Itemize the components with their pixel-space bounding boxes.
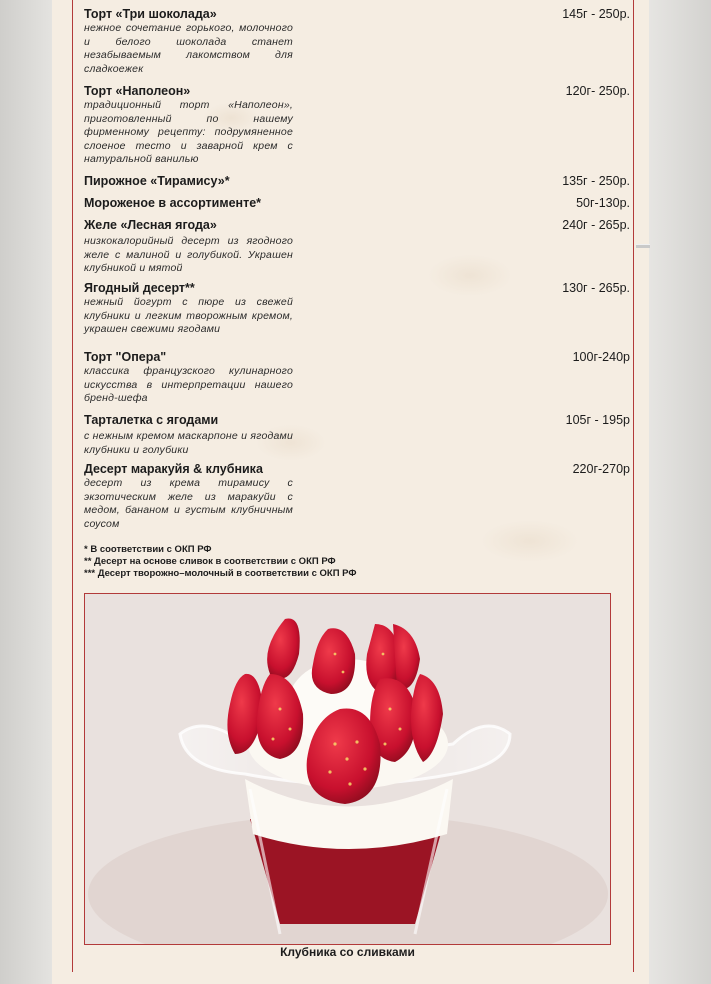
menu-item-napoleon — [84, 84, 632, 167]
item-description: традиционный торт «Наполеон», приготовленный по нашему фирменному рецепту: подрумяненное слоеное тесто и заварной крем с натуральной ванилью — [84, 99, 293, 165]
dessert-photo — [84, 593, 611, 945]
right-border-rule — [633, 0, 634, 972]
item-name: Ягодный десерт** — [84, 281, 195, 295]
menu-item-tiramisu — [84, 174, 632, 189]
footnote-1: * В соответствии с ОКП РФ — [84, 544, 212, 555]
item-price: 105г - 195р — [565, 413, 630, 427]
item-price: 220г-270р — [572, 462, 630, 476]
item-price: 240г - 265р. — [562, 218, 630, 232]
item-description: с нежным кремом маскарпоне и ягодами клубники и голубики — [84, 430, 293, 456]
strawberry-cream-illustration — [85, 594, 611, 945]
right-margin — [649, 0, 711, 984]
item-price: 50г-130р. — [576, 196, 630, 210]
menu-item-forest-berry-jelly — [84, 218, 632, 276]
item-name: Пирожное «Тирамису»* — [84, 174, 230, 188]
item-name: Десерт маракуйя & клубника — [84, 462, 263, 476]
item-price: 120г- 250р. — [565, 84, 630, 98]
menu-item-berry-dessert — [84, 281, 632, 337]
footnotes — [84, 544, 357, 580]
item-description: нежное сочетание горького, молочного и белого шоколада станет незабываемым лакомством для сладкоежек — [84, 22, 293, 75]
item-price: 145г - 250р. — [562, 7, 630, 21]
menu-item-passionfruit-strawberry — [84, 462, 632, 531]
item-name: Тарталетка с ягодами — [84, 413, 219, 427]
item-price: 100г-240р — [572, 350, 630, 364]
left-margin — [0, 0, 52, 984]
item-name: Мороженое в ассортименте* — [84, 196, 262, 210]
menu-item-three-chocolate — [84, 7, 632, 76]
left-border-rule — [72, 0, 73, 972]
item-description: десерт из крема тирамису с экзотическим желе из маракуйи с медом, бананом и густым клубничным соусом — [84, 477, 293, 530]
menu-item-berry-tartlet — [84, 413, 632, 457]
item-description: низкокалорийный десерт из ягодного желе с малиной и голубикой. Украшен клубникой и мятой — [84, 235, 293, 274]
menu-item-opera-cake — [84, 350, 632, 406]
photo-caption: Клубника со сливками — [280, 945, 415, 959]
menu-item-ice-cream — [84, 196, 632, 211]
item-name: Торт «Наполеон» — [84, 84, 191, 98]
item-name: Желе «Лесная ягода» — [84, 218, 217, 232]
footnote-2: ** Десерт на основе сливок в соответствии с ОКП РФ — [84, 556, 336, 567]
footnote-3: *** Десерт творожно–молочный в соответствии с ОКП РФ — [84, 568, 357, 579]
item-name: Торт "Опера" — [84, 350, 167, 364]
item-name: Торт «Три шоколада» — [84, 7, 217, 21]
item-description: классика французского кулинарного искусства в интерпретации нашего бренд-шефа — [84, 365, 293, 404]
scrollbar-thumb[interactable] — [636, 244, 650, 248]
item-description: нежный йогурт с пюре из свежей клубники и легким творожным кремом, украшен свежими ягодами — [84, 296, 293, 335]
item-price: 135г - 250р. — [562, 174, 630, 188]
item-price: 130г - 265р. — [562, 281, 630, 295]
